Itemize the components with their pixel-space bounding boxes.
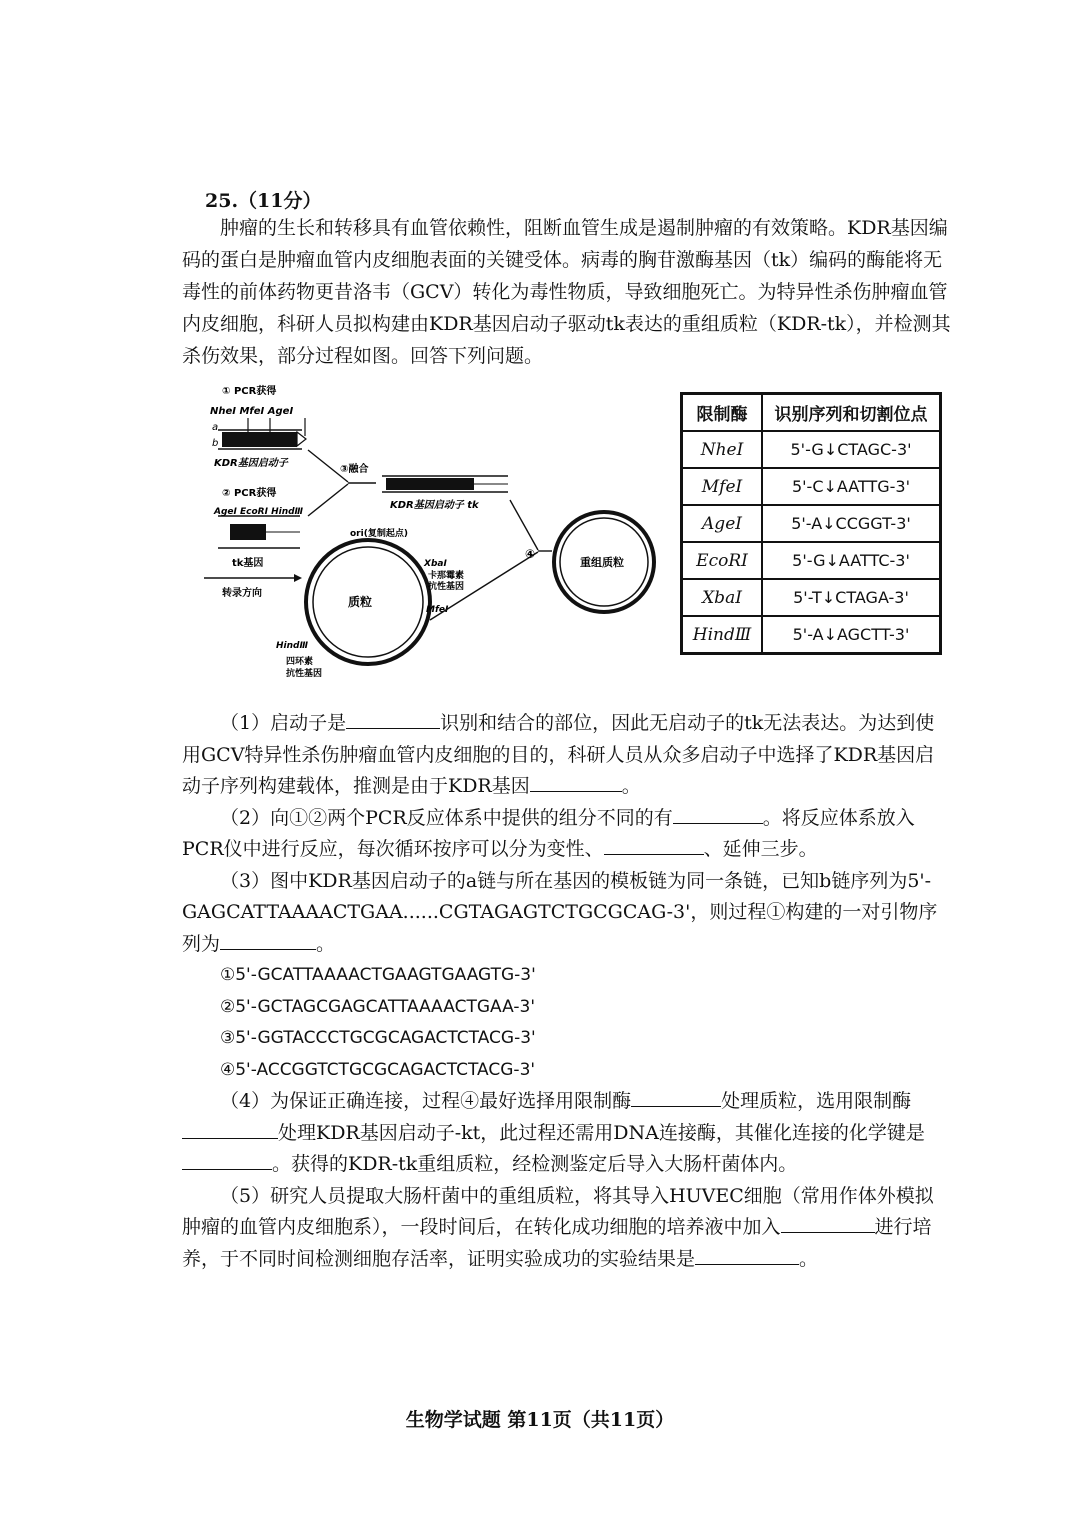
page-footer: 生物学试题 第11页（共11页） xyxy=(405,1409,675,1431)
enzyme-site: 5'-T↓CTAGA-3' xyxy=(762,579,941,616)
step4-label: ④ xyxy=(525,547,536,561)
table-row xyxy=(682,505,941,542)
transcription-label: 转录方向 xyxy=(222,588,262,599)
answer-blank-q4a[interactable] xyxy=(631,1086,721,1107)
answer-blank-q4c[interactable] xyxy=(182,1149,272,1170)
q4-text-a: （4）为保证正确连接，过程④最好选择用限制酶 xyxy=(220,1090,632,1112)
q1-text-a: （1）启动子是 xyxy=(220,712,347,734)
table-header-row xyxy=(682,394,941,432)
q4-text-c: 处理KDR基因启动子-kt，此过程还需用DNA连接酶，其催化连接的化学键是 xyxy=(278,1121,925,1144)
primer-option: ④5'-ACCGGTCTGCGCAGACTCTACG-3' xyxy=(220,1059,536,1080)
kana-label-2: 抗性基因 xyxy=(428,582,465,592)
strand-a: a xyxy=(212,422,219,433)
table-row xyxy=(682,616,941,654)
kana-label: 卡那霉素 xyxy=(428,571,465,581)
tk-gene-label: tk基因 xyxy=(232,558,264,569)
enzyme-site: 5'-G↓CTAGC-3' xyxy=(762,431,941,468)
enzyme-site: 5'-A↓AGCTT-3' xyxy=(762,616,941,654)
primer-option: ②5'-GCTAGCGAGCATTAAAACTGAA-3' xyxy=(220,996,536,1017)
amp-label: 四环素 xyxy=(286,657,314,667)
enzyme-table xyxy=(680,392,942,655)
step1-enzymes: NheⅠ MfeⅠ AgeⅠ xyxy=(210,406,294,417)
tk-gene-fragment xyxy=(230,524,266,540)
answer-blank-q2b[interactable] xyxy=(604,834,704,855)
plasmid-label: 质粒 xyxy=(348,595,373,609)
strand-b: b xyxy=(212,438,219,449)
fusion-label: ③融合 xyxy=(340,464,369,475)
question-intro xyxy=(182,212,952,372)
enzyme-site: 5'-G↓AATTC-3' xyxy=(762,542,941,579)
table-row xyxy=(682,579,941,616)
q3-text-a: （3）图中KDR基因启动子的a链与所在基因的模板链为同一条链，已知b链序列为5'-GAGCATTAAAACTGAA......CGTAGAGTCTGCGCAG-3'，则过程①构建的一对引物序列为 xyxy=(182,869,938,955)
table-row xyxy=(682,431,941,468)
q1-text-c: 。 xyxy=(621,775,641,797)
answer-blank-q3[interactable] xyxy=(220,929,316,950)
kdr-promoter-fragment xyxy=(222,432,297,447)
enzyme-site: 5'-A↓CCGGT-3' xyxy=(762,505,941,542)
step2-enzymes: AgeⅠ EcoRⅠ HindⅢ xyxy=(214,507,304,517)
enzyme-name: XbaⅠ xyxy=(682,579,763,616)
q2-text-b: 。将反应体系放入PCR仪中进行反应，每次循环按序可以分为变性、 xyxy=(182,806,915,860)
intro-paragraph: 肿瘤的生长和转移具有血管依赖性，阻断血管生成是遏制肿瘤的有效策略。KDR基因编码的蛋白是肿瘤血管内皮细胞表面的关键受体。病毒的胸苷激酶基因（tk）编码的酶能将无毒性的前体药物更昔洛韦（GCV）转化为毒性物质，导致细胞死亡。为特异性杀伤肿瘤血管内皮细胞，科研人员拟构建由KDR基因启动子驱动tk表达的重组质粒（KDR-tk），并检测其杀伤效果，部分过程如图。回答下列问题。 xyxy=(182,217,951,367)
table-header: 识别序列和切割位点 xyxy=(762,394,941,432)
recombinant-label: 重组质粒 xyxy=(580,556,624,569)
enzyme-name: NheⅠ xyxy=(682,431,763,468)
q2-text-a: （2）向①②两个PCR反应体系中提供的组分不同的有 xyxy=(220,806,673,829)
q5-text-b: 进行培养，于不同时间检测细胞存活率，证明实验成功的实验结果是 xyxy=(182,1216,932,1270)
cloning-diagram xyxy=(190,380,670,690)
answer-blank-q5b[interactable] xyxy=(695,1244,799,1265)
ori-label: ori(复制起点) xyxy=(350,529,408,539)
enzyme-name: HindⅢ xyxy=(682,616,763,654)
enzyme-name: EcoRⅠ xyxy=(682,542,763,579)
step2-label: ② PCR获得 xyxy=(222,488,277,499)
fused-fragment xyxy=(386,478,474,490)
table-row xyxy=(682,542,941,579)
answer-blank-q5a[interactable] xyxy=(781,1212,875,1233)
answer-blank-q2a[interactable] xyxy=(673,803,763,824)
question-5 xyxy=(182,1181,952,1276)
q4-text-b: 处理质粒，选用限制酶 xyxy=(721,1090,912,1112)
primer-option: ③5'-GGTACCCTGCGCAGACTCTACG-3' xyxy=(220,1028,536,1048)
question-number: 25.（11分） xyxy=(205,190,322,212)
q5-text-c: 。 xyxy=(799,1247,819,1270)
enzyme-name: AgeⅠ xyxy=(682,505,763,542)
xba-label: XbaⅠ xyxy=(424,559,447,569)
q3-text-b: 。 xyxy=(316,932,336,955)
enzyme-name: MfeⅠ xyxy=(682,468,763,505)
answer-blank-q1b[interactable] xyxy=(530,771,622,792)
question-2 xyxy=(182,803,952,866)
table-header: 限制酶 xyxy=(682,394,763,432)
q4-text-d: 。获得的KDR-tk重组质粒，经检测鉴定后导入大肠杆菌体内。 xyxy=(272,1153,798,1175)
amp-label-2: 抗性基因 xyxy=(286,669,323,679)
step1-label: ① PCR获得 xyxy=(222,386,277,397)
fused-label: KDR基因启动子 tk xyxy=(390,500,479,511)
hind-label: HindⅢ xyxy=(276,641,308,651)
table-row xyxy=(682,468,941,505)
q1-text-b: 识别和结合的部位，因此无启动子的tk无法表达。为达到使用GCV特异性杀伤肿瘤血管内皮细胞的目的，科研人员从众多启动子中选择了KDR基因启动子序列构建载体，推测是由于KDR基因 xyxy=(182,712,935,797)
question-4 xyxy=(182,1086,952,1181)
question-1 xyxy=(182,708,952,803)
primer-option: ①5'-GCATTAAAACTGAAGTGAAGTG-3' xyxy=(220,965,536,985)
kdr-promoter-label: KDR基因启动子 xyxy=(214,458,288,469)
enzyme-site: 5'-C↓AATTG-3' xyxy=(762,468,941,505)
answer-blank-q1a[interactable] xyxy=(346,708,440,729)
question-3 xyxy=(182,866,952,961)
q2-text-c: 、延伸三步。 xyxy=(703,838,818,860)
q5-text-a: （5）研究人员提取大肠杆菌中的重组质粒，将其导入HUVEC细胞（常用作体外模拟肿瘤的血管内皮细胞系），一段时间后，在转化成功细胞的培养液中加入 xyxy=(182,1184,934,1238)
answer-blank-q4b[interactable] xyxy=(182,1118,278,1139)
sub-questions xyxy=(182,708,952,1275)
mfe-label: MfeⅠ xyxy=(426,605,449,615)
